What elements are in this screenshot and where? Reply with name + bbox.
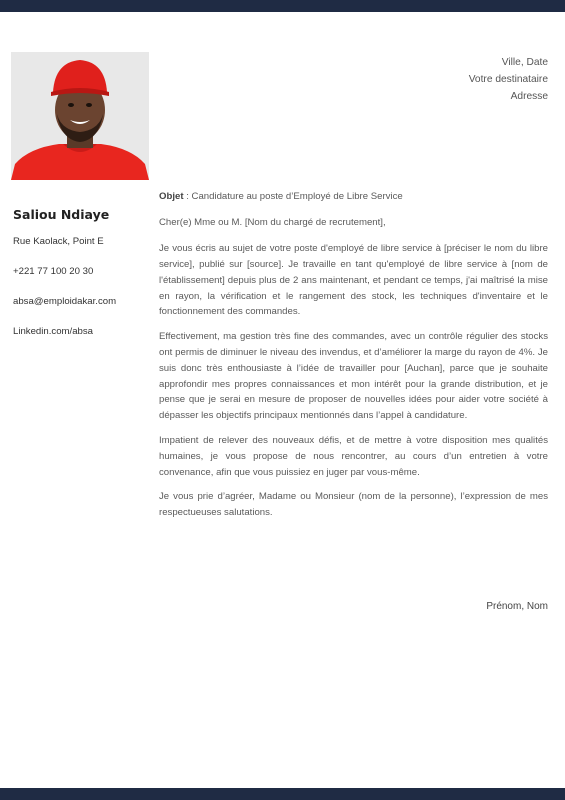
top-banner [0, 0, 565, 12]
bottom-banner [0, 788, 565, 800]
subject-text: : Candidature au poste d’Employé de Libre Service [183, 191, 403, 202]
paragraph-3: Impatient de relever des nouveaux défis, et de mettre à votre disposition mes qualités humaines, je vous propose de nous rencontrer, au cours d’un entretien à votre convenance, afin que vous puissiez en juger par vous-même. [159, 434, 548, 478]
recipient-name: Votre destinataire [468, 74, 548, 85]
sender-linkedin: Linkedin.com/absa [13, 326, 93, 337]
subject-label: Objet [159, 191, 184, 202]
sender-info [13, 207, 153, 356]
paragraph-4: Je vous prie d’agréer, Madame ou Monsieur (nom de la personne), l’expression de mes respectueuses salutations. [159, 491, 548, 518]
recipient-address: Adresse [510, 91, 548, 102]
sender-phone: +221 77 100 20 30 [13, 266, 94, 277]
greeting: Cher(e) Mme ou M. [Nom du chargé de recrutement], [159, 216, 386, 228]
profile-photo [11, 52, 149, 180]
signature: Prénom, Nom [486, 601, 548, 612]
sender-email: absa@emploidakar.com [13, 296, 117, 307]
paragraph-1: Je vous écris au sujet de votre poste d'employé de libre service à [préciser le nom du libre service], publié sur [source]. Je travaille en tant qu'employé de libre service à [nom de l'établissement] depuis plus de 2 ans maintenant, et pendant ce temps, j'ai maîtrisé la mise en rayon, la vérification et le rangement des stock, les techniques d'inventaire et le fonctionnement des commandes. [159, 242, 548, 318]
place-date: Ville, Date [501, 57, 548, 68]
recipient-block [469, 54, 548, 105]
subject-line [159, 189, 548, 205]
sender-address: Rue Kaolack, Point E [13, 236, 104, 247]
sender-name: Saliou Ndiaye [13, 207, 110, 222]
letter-body [159, 189, 548, 529]
paragraph-2: Effectivement, ma gestion très fine des commandes, avec un contrôle régulier des stocks ont permis de diminuer le niveau des invendus, et d’améliorer la marge du rayon de 4%. Je suis donc très enthousiaste à l’idée de travailler pour [Auchan], parce que je souhaite approfondir mes propres connaissances et mon intérêt pour la grande distribution, et je pense que je serai en mesure de proposer de nouvelles idées pour aider votre société à dépasser les objectifs principaux mentionnés dans l’appel à candidature. [159, 330, 548, 422]
